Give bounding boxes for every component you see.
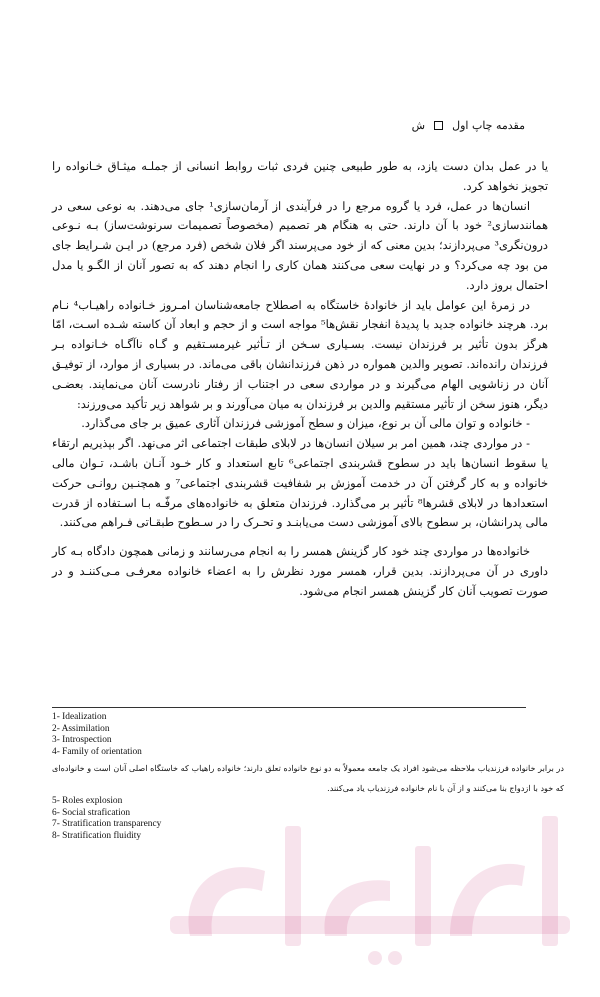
footnotes-group-1 <box>52 712 142 758</box>
bullet-paragraph-2: - در مواردی چند، همین امر بر سیلان انسان‌ها در لابلای طبقات اجتماعی اثر می‌نهد. اگر بپذیریم ارتقاء یا سقوط انسان‌ها باید در سطوح قشربندی اجتماعی⁶ تابع استعداد و کار خـود آنـان باشـد، تـوان مالی خانواده و به کار گرفتن آن در خدمت آموزش بر شفافیت قشربندی اجتماعی⁷ و همچنـین روانـی حرکت استعدادها در لابلای قشرها⁸ تأثیر بر می‌گذارد. فرزندان متعلق به خانواده‌های مرفّـه بـا اسـتفاده از قدرت مالی پدرانشان، بر سطوح بالای آموزشی دست می‌یابنـد و تحـرک را در سـطوح طبقـاتی فـراهم می‌کنند. <box>52 436 548 530</box>
footnote: 8- Stratification fluidity <box>52 830 142 841</box>
square-bullet-icon <box>434 121 443 130</box>
page-letter: ش <box>411 119 426 132</box>
footnote: 4- Family of orientation <box>52 746 142 757</box>
footnote: 7- Stratification transparency <box>52 819 162 830</box>
paragraph-1: یا در عمل بدان دست یازد، به طور طبیعی چنین فردی ثبات روابط انسانی از جملـه میثـاق خـانواده را تجویز نخواهد کرد. <box>52 159 548 193</box>
footnote-divider <box>52 707 526 708</box>
footnote: 5- Roles explosion <box>52 796 123 806</box>
bullet-paragraph-1: - خانواده و توان مالی آن بر نوع، میزان و سطح آموزشی فرزندان آثاری عمیق بر جای می‌گذارد. <box>81 416 530 431</box>
footnote: 1- Idealization <box>52 712 107 722</box>
footnote-persian-note: در برابر خانواده فرزندیاب ملاحظه می‌شود افراد یک جامعه معمولاً به دو نوع خانواده تعلق دارند؛ خانواده راهیاب که خاستگاه اصلی آنان است و خانواده‌ای که خود با ازدواج بنا می‌کنند و از آن با نام خانواده فرزندیاب یاد می‌کنند. <box>52 763 564 793</box>
footnotes-group-2 <box>52 796 161 842</box>
paragraph-2: انسان‌ها در عمل، فرد یا گروه مرجع را در فرآیندی از آرمان‌سازی¹ جای می‌دهند. به نوعی سعی در همانندسازی² خود با آن دارند. حتی به هنگام هر تصمیم (مخصوصاً تصمیمات سرنوشت‌ساز) بـه نـوعی درون‌نگری³ می‌پردازند؛ بدین معنی که از خود می‌پرسند اگر فلان شخص (فرد مرجع) در ایـن شـرایط جای من بود چه می‌کرد؟ و در نهایت سعی می‌کنند همان کاری را انجام دهند که به تصور آنان از الگـو یا مدل احتمال بروز دارد. <box>52 198 548 292</box>
paragraph-3: در زمرهٔ این عوامل باید از خانوادهٔ خاستگاه به اصطلاح جامعه‌شناسان امـروز خـانواده راهیـاب⁴ نـام برد. هرچند خانواده جدید با پدیدهٔ انفجار نقش‌ها⁵ مواجه است و از حجم و ابعاد آن کاسته شـده اسـت، امّا هرگز بدون تأثیر بر فرزندان نیست. بسـیاری سـخن از تـأثیر غیرمسـتقیم و گـاه ناآگـاه خـانواده بـر فرزندان رانده‌اند. تصویر والدین همواره در ذهن فرزندانشان باقی می‌ماند. در بسیاری از موارد، از توفیـق آنان در زناشویی الهام می‌گیرند و در مواردی سعی در اجتناب از رفتار نادرست آنان می‌نمایند. بعضـی دیگر، هنوز سخن از تأثیر مستقیم والدین بر فرزندان به میان می‌آورند و بر شواهد زیر تأکید می‌ورزند: <box>52 297 548 411</box>
paragraph-6: خانواده‌ها در مواردی چند خود کار گزینش همسر را به انجام می‌رسانند و زمانی همچون دادگاه بـه کار داوری در آن می‌پردازند. بدین قرار، همسر مورد نظرش را به اعضاء خانواده معرفـی مـی‌کننـد و در صورت تصویب آنان کار گزینش همسر انجام می‌شود. <box>52 544 548 598</box>
footnote: 6- Social strafication <box>52 807 131 818</box>
footnote: 2- Assimilation <box>52 723 110 734</box>
body-text <box>52 157 548 602</box>
publisher-watermark-logo <box>150 786 580 986</box>
footnote: 3- Introspection <box>52 735 112 746</box>
page-header <box>412 119 525 132</box>
header-title: مقدمه چاپ اول <box>452 119 525 132</box>
